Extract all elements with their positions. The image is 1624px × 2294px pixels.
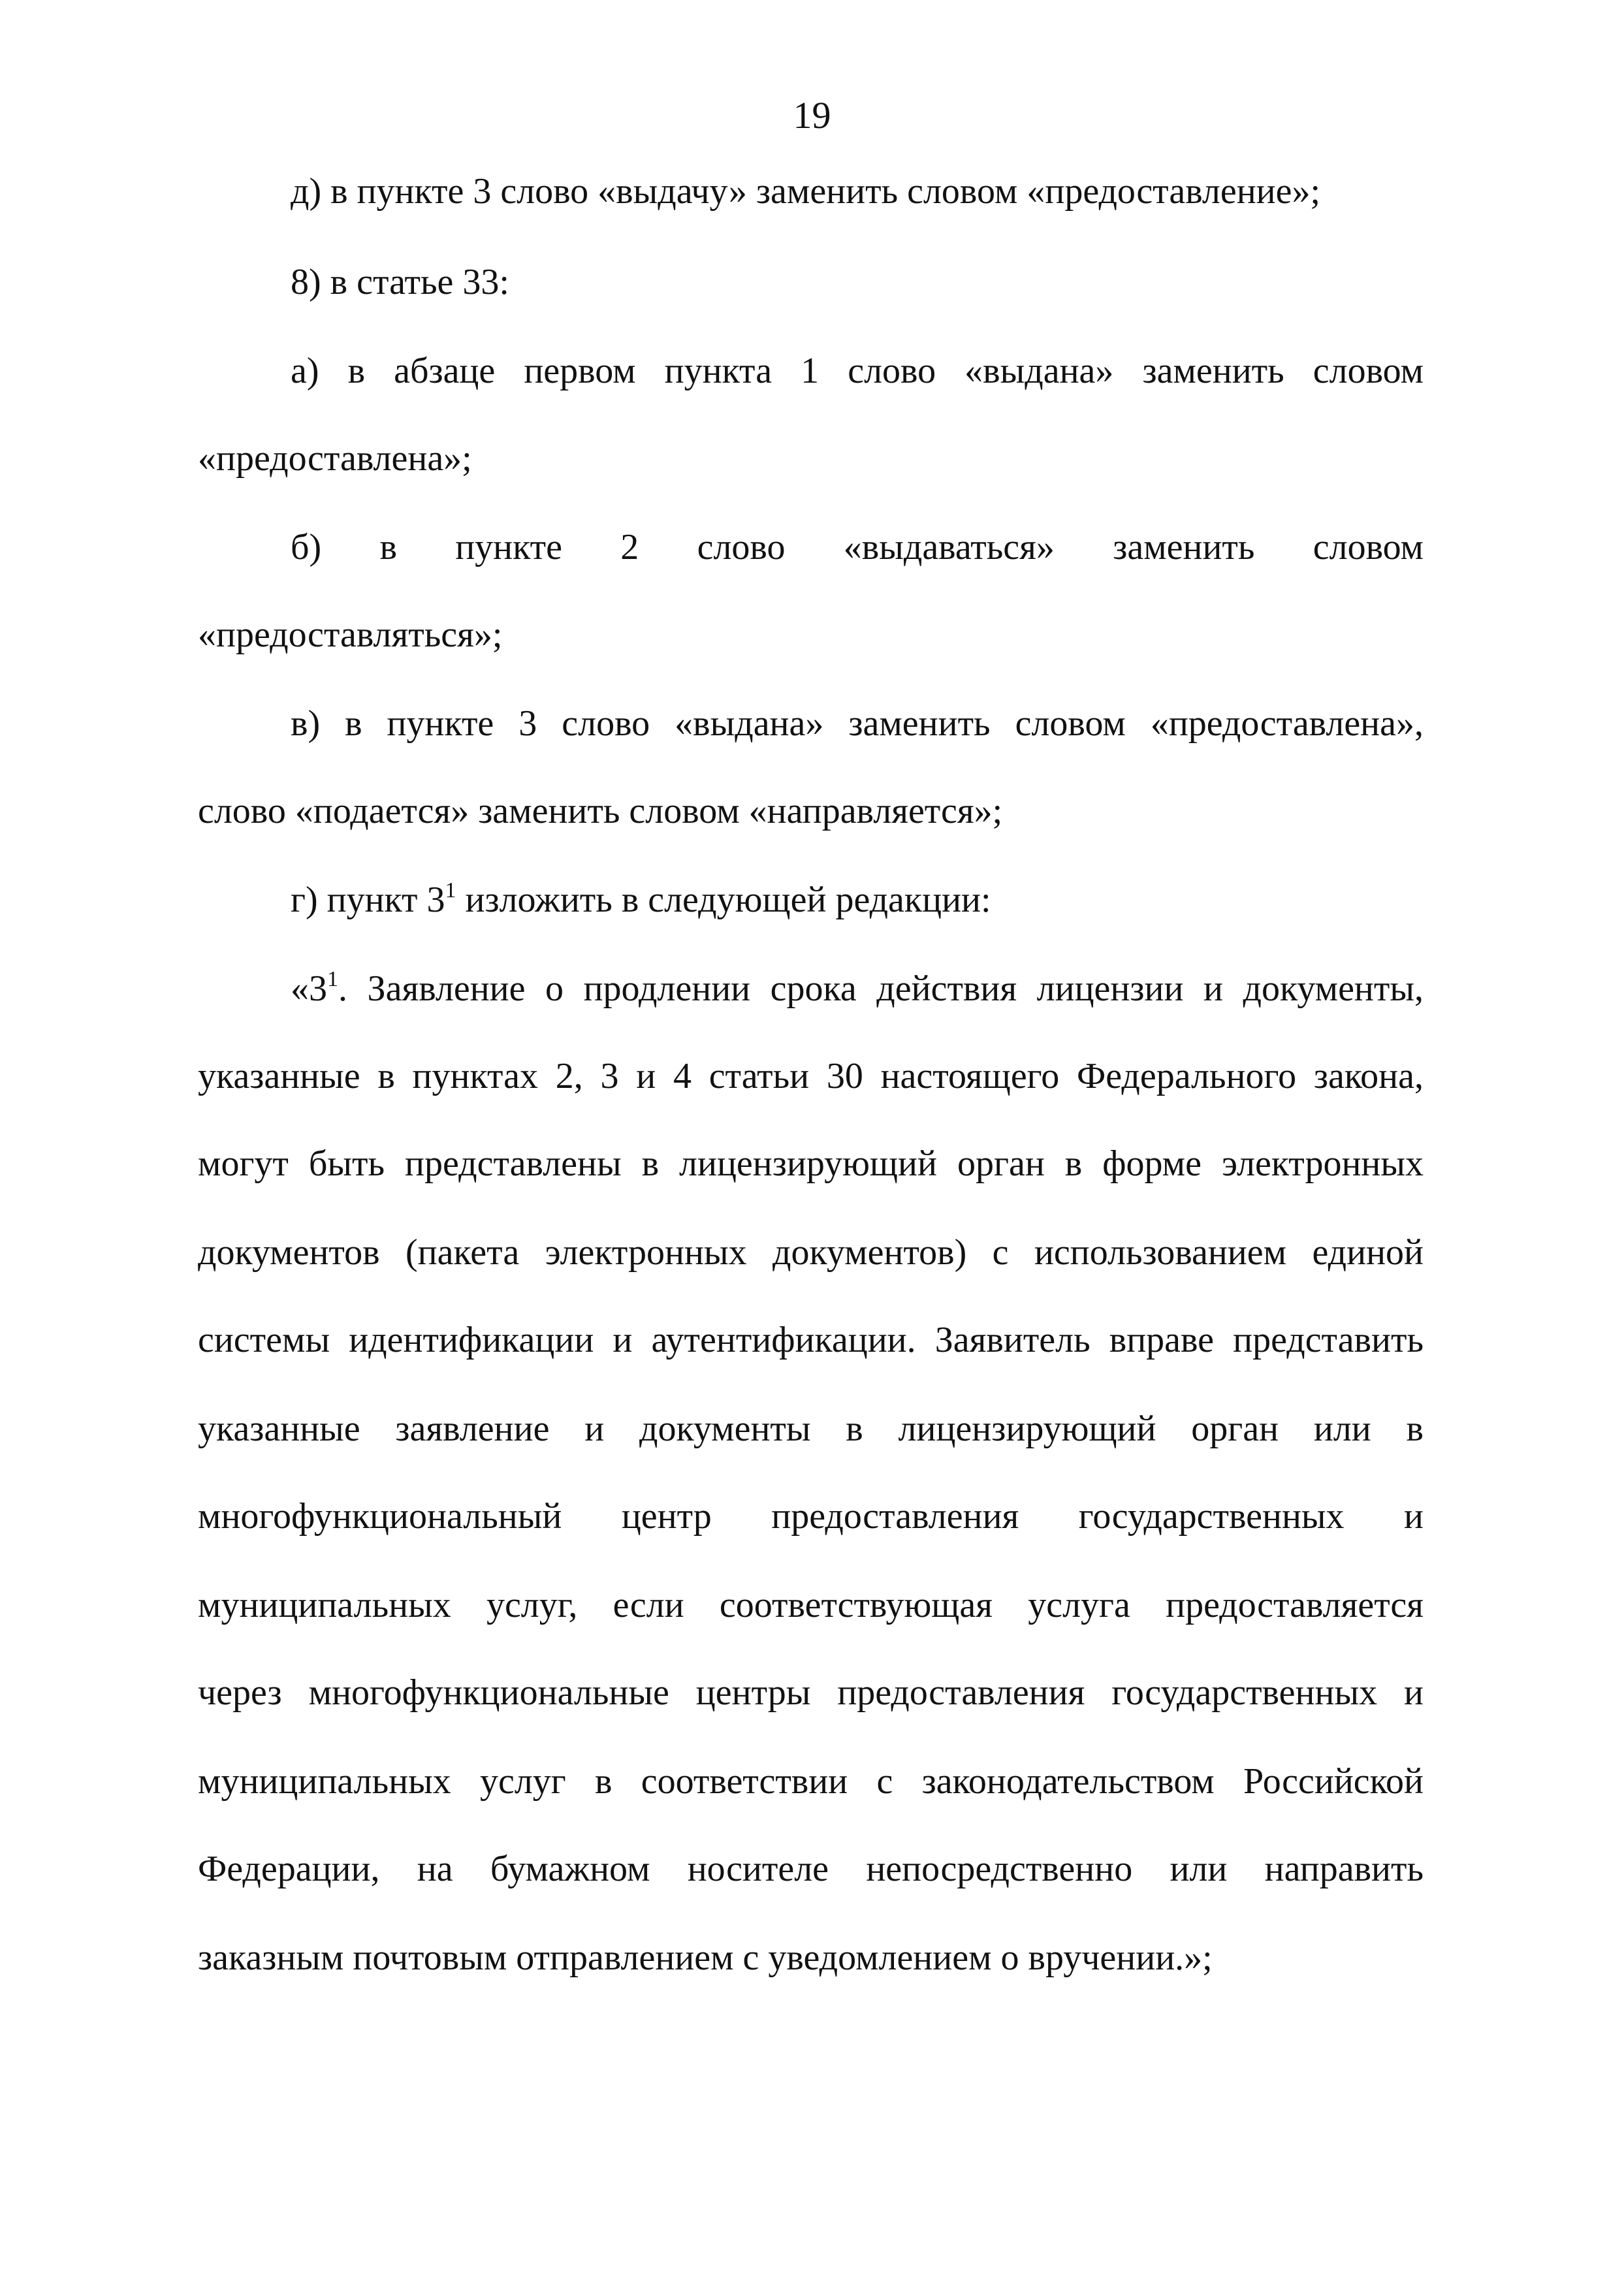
text-line: муниципальных услуг, если соответствующая услуга предоставляется xyxy=(198,1585,1424,1625)
text-line: заказным почтовым отправлением с уведомлением о вручении.»; xyxy=(198,1937,1213,1978)
text-line: слово «подается» заменить словом «направляется»; xyxy=(198,791,1003,831)
text-line: Федерации, на бумажном носителе непосредственно или направить xyxy=(198,1849,1424,1889)
text-fragment: «3 xyxy=(291,968,327,1009)
text-line: указанные в пунктах 2, 3 и 4 статьи 30 настоящего Федерального закона, xyxy=(198,1056,1424,1096)
superscript: 1 xyxy=(327,967,338,991)
text-line: б) в пункте 2 слово «выдаваться» заменить словом xyxy=(291,527,1424,567)
text-line: 8) в статье 33: xyxy=(291,262,509,302)
text-line: «предоставлена»; xyxy=(198,438,472,479)
text-line: через многофункциональные центры предоставления государственных и xyxy=(198,1672,1424,1713)
text-fragment: г) пункт 3 xyxy=(291,880,445,920)
text-fragment: изложить в следующей редакции: xyxy=(456,880,991,920)
text-line: д) в пункте 3 слово «выдачу» заменить словом «предоставление»; xyxy=(291,171,1321,212)
text-fragment: . Заявление о продлении срока действия лицензии и документы, xyxy=(338,968,1424,1009)
text-line xyxy=(198,966,1424,1012)
text-line: системы идентификации и аутентификации. Заявитель вправе представить xyxy=(198,1320,1424,1360)
text-line: в) в пункте 3 слово «выдана» заменить словом «предоставлена», xyxy=(291,703,1424,744)
superscript: 1 xyxy=(445,878,456,902)
text-line: а) в абзаце первом пункта 1 слово «выдана» заменить словом xyxy=(291,351,1424,391)
text-line: документов (пакета электронных документов) с использованием единой xyxy=(198,1232,1424,1273)
text-line: могут быть представлены в лицензирующий орган в форме электронных xyxy=(198,1143,1424,1184)
text-line: многофункциональный центр предоставления государственных и xyxy=(198,1496,1424,1537)
text-line: указанные заявление и документы в лицензирующий орган или в xyxy=(198,1409,1424,1449)
text-line: муниципальных услуг в соответствии с законодательством Российской xyxy=(198,1761,1424,1802)
text-line xyxy=(198,877,1424,923)
text-line: «предоставляться»; xyxy=(198,614,503,655)
page-number: 19 xyxy=(793,94,831,136)
